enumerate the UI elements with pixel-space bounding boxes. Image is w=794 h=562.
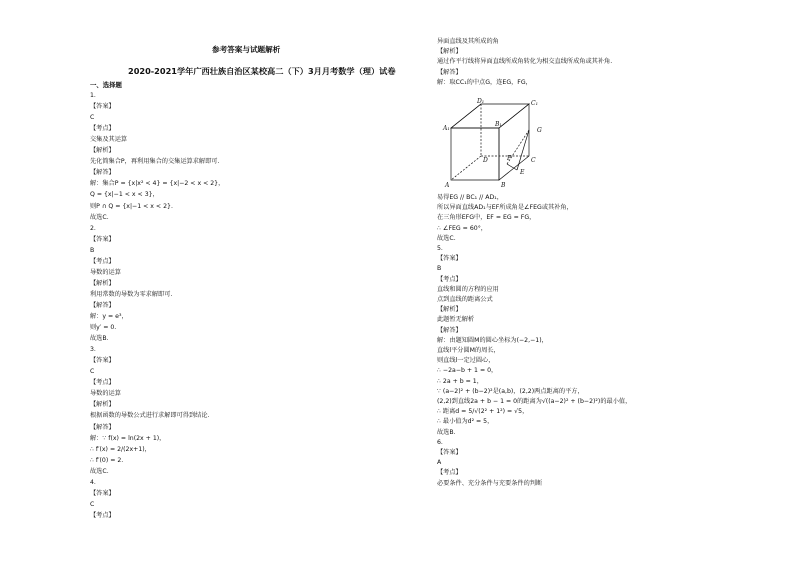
text-line: 故选C. — [90, 467, 109, 475]
cube-top-face — [451, 104, 529, 128]
text-line: B — [90, 246, 95, 254]
text-line: 先化简集合P，再利用集合的交集运算求解即可. — [90, 158, 220, 166]
text-line: 解：由题知圆M的圆心坐标为(−2,−1)， — [437, 336, 548, 344]
text-line: ∴ ∠FEG = 60°， — [437, 224, 487, 232]
label-b: B — [501, 182, 506, 189]
text-line: C — [90, 368, 95, 376]
text-line: 【考点】 — [90, 379, 115, 387]
text-line: ∴ f′(0) = 2. — [90, 456, 124, 464]
cube-front-face — [451, 128, 499, 180]
text-line: 解：取CC₁的中点G，连EG，FG， — [437, 78, 532, 86]
text-line: B — [437, 265, 442, 273]
text-line: 【解答】 — [90, 301, 115, 309]
label-c: C — [531, 157, 536, 164]
text-line: 【答案】 — [437, 255, 462, 263]
text-line: ∴ −2a−b + 1 = 0， — [437, 367, 498, 375]
text-line: 【考点】 — [437, 469, 462, 477]
doc-title: 参考答案与试题解析 — [212, 45, 281, 54]
text-line: 【解析】 — [437, 48, 462, 56]
text-line: 【解析】 — [437, 306, 462, 314]
text-line: 4. — [90, 478, 96, 486]
text-line: ∴ 2a + b = 1， — [437, 377, 483, 385]
edge-ad1 — [451, 104, 481, 128]
label-b1: B₁ — [495, 121, 502, 128]
text-line: 故选C. — [90, 213, 109, 221]
text-line: 【解析】 — [90, 401, 115, 409]
text-line: ∴ 最小值为d² = 5， — [437, 418, 494, 426]
text-line: 【答案】 — [90, 357, 115, 365]
text-line: 易得EG // BC₁ // AD₁， — [437, 194, 503, 201]
text-line: 【考点】 — [90, 257, 115, 265]
text-line: 解：y = e³， — [90, 313, 128, 320]
doc-subtitle: 2020-2021学年广西壮族自治区某校高二（下）3月月考数学（理）试卷 — [128, 66, 396, 76]
text-line: 【考点】 — [90, 125, 115, 133]
text-line: C — [90, 500, 95, 508]
text-line: 直线和圆的方程的应用 — [437, 285, 499, 293]
text-line: 故选B. — [90, 335, 109, 343]
text-line: 点到直线的距离公式 — [437, 296, 493, 303]
text-line: 解：集合P = {x|x² < 4} = {x|−2 < x < 2}， — [90, 180, 225, 188]
text-line: A — [437, 459, 442, 467]
text-line: 6. — [437, 438, 443, 446]
text-line: ∴ f′(x) = 2/(2x+1)， — [90, 445, 151, 453]
text-line: 【解答】 — [90, 169, 115, 177]
text-line: 故选C. — [437, 234, 456, 242]
text-line: 2. — [90, 224, 96, 232]
text-line: 【解答】 — [437, 326, 462, 334]
label-a: A — [445, 182, 450, 189]
text-line: 则P ∩ Q = {x|−1 < x < 2}. — [90, 202, 173, 210]
text-line: ∵ (a−2)² + (b−2)²是(a,b)，(2,2)两点距离的平方， — [437, 387, 584, 395]
label-c1: C₁ — [531, 100, 538, 107]
text-line: 【答案】 — [437, 449, 462, 456]
text-line: 【解析】 — [90, 279, 115, 287]
text-line: 利用常数的导数为零求解即可. — [90, 290, 173, 298]
cube-figure — [437, 98, 555, 190]
text-line: 5. — [437, 245, 443, 252]
text-line: 导数的运算 — [90, 268, 121, 276]
text-line: 所以异面直线AD₁与EF所成角是∠FEG或其补角， — [437, 204, 573, 212]
label-d1: D₁ — [477, 98, 485, 105]
text-line: 则直线l一定过圆心， — [437, 357, 495, 365]
text-line: 【答案】 — [90, 103, 115, 111]
text-line: (2,2)到直线2a + b − 1 = 0的距离为√((a−2)² + (b−2)²)的最小值， — [437, 398, 632, 405]
label-g: G — [537, 127, 542, 134]
text-line: 【考点】 — [437, 275, 462, 283]
text-line: 【解析】 — [90, 147, 115, 155]
text-line: 故选B. — [437, 428, 456, 436]
text-line: 【解答】 — [437, 68, 462, 76]
text-line: 交集及其运算 — [90, 136, 128, 144]
text-line: 通过作平行线将异面直线所成角转化为相交直线所成角或其补角. — [437, 58, 613, 66]
label-e: E — [520, 169, 525, 176]
text-line: 3. — [90, 346, 96, 354]
text-line: 此题暂无解析 — [437, 316, 475, 324]
hidden-edge — [451, 156, 481, 180]
label-a1: A₁ — [443, 125, 450, 132]
text-line: 【答案】 — [90, 235, 115, 243]
section-heading: 一、选择题 — [90, 81, 122, 89]
segment-eg — [517, 130, 529, 170]
text-line: 导数的运算 — [90, 390, 121, 398]
text-line: 1. — [90, 92, 96, 99]
text-line: 根据函数的导数公式进行求解即可得到结论. — [90, 412, 210, 420]
text-line: ∴ 距离d = 5/√(2² + 1²) = √5， — [437, 408, 529, 416]
text-line: 【解答】 — [90, 423, 115, 431]
text-line: C — [90, 114, 95, 122]
text-line: 直线l平分圆M的周长， — [437, 347, 500, 354]
text-line: 异面直线及其所成的角 — [437, 38, 499, 45]
text-line: 【考点】 — [90, 511, 115, 519]
text-line: 【答案】 — [90, 489, 115, 497]
label-f: F — [507, 155, 512, 162]
text-line: 在三角形EFG中，EF = EG = FG， — [437, 214, 536, 222]
text-line: 解：∵ f(x) = ln(2x + 1)， — [90, 434, 166, 442]
text-line: 则y′ = 0. — [90, 324, 117, 332]
text-line: 必要条件、充分条件与充要条件的判断 — [437, 479, 543, 487]
label-d: D — [483, 157, 488, 164]
text-line: Q = {x|−1 < x < 3}， — [90, 191, 159, 199]
